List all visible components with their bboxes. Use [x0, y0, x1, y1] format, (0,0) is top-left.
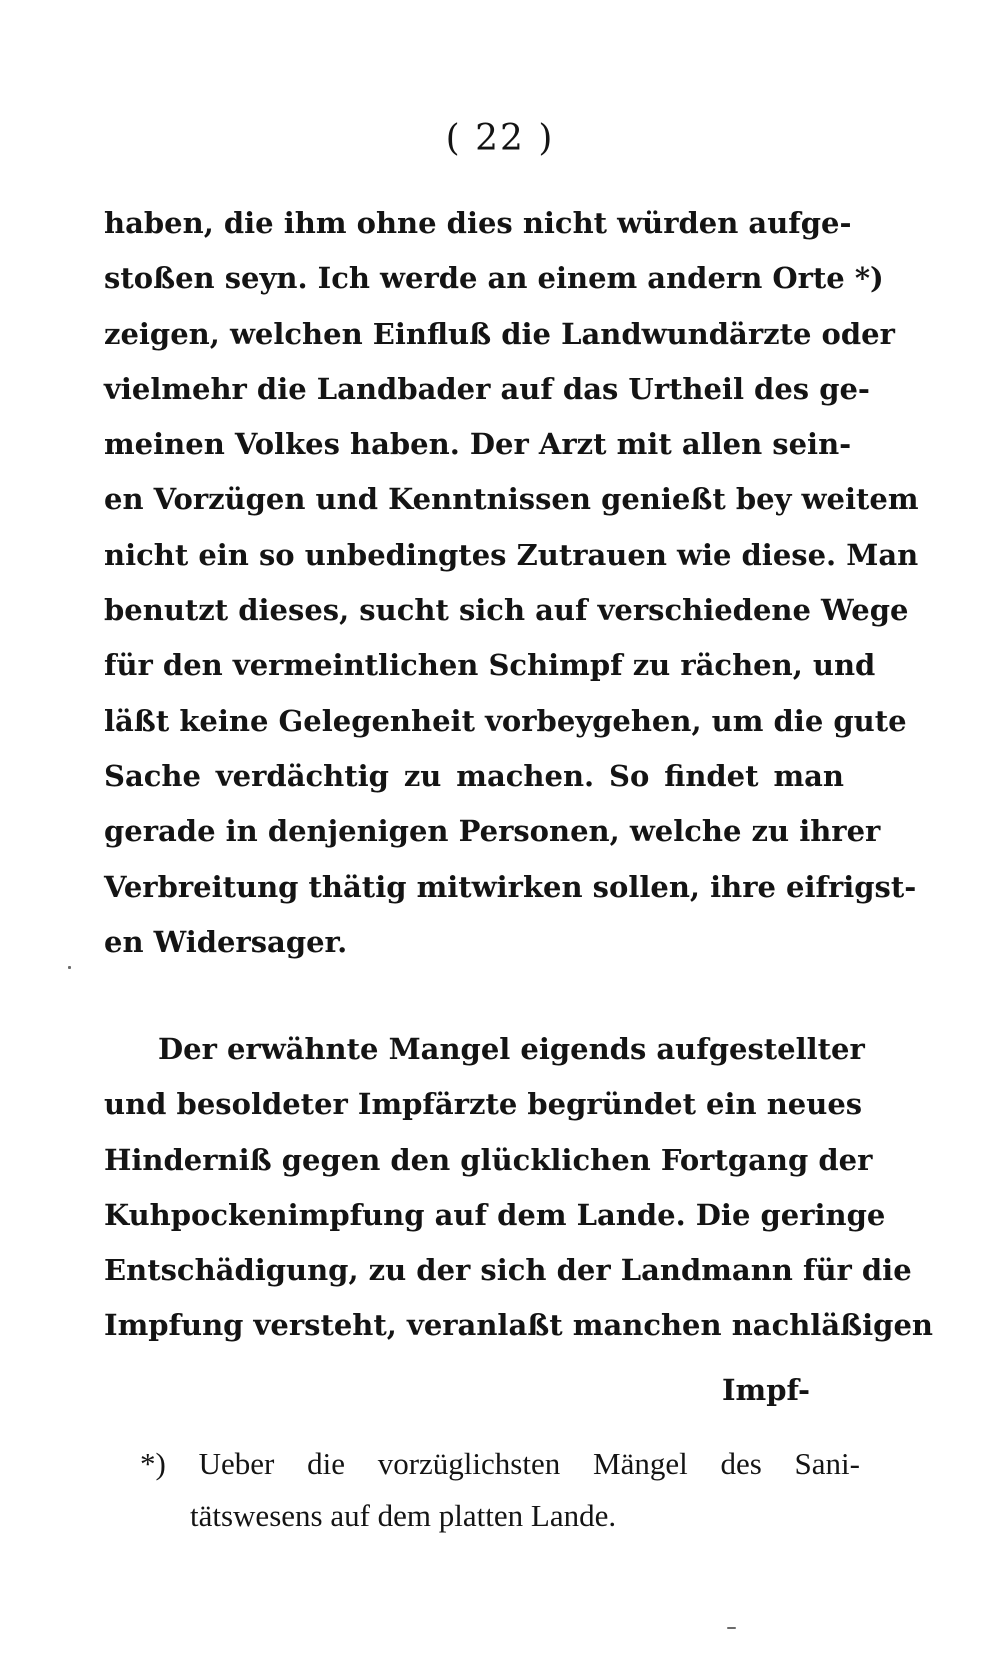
text-line: für den vermeintlichen Schimpf zu rächen, und — [104, 648, 876, 683]
footnote — [140, 1438, 860, 1542]
text-line: Verbreitung thätig mitwirken sollen, ihre eifrigst- — [104, 869, 917, 904]
text-line: läßt keine Gelegenheit vorbeygehen, um die gute — [104, 703, 907, 738]
text-line: meinen Volkes haben. Der Arzt mit allen sein- — [104, 427, 852, 462]
text-line: zeigen, welchen Einfluß die Landwundärzte oder — [104, 316, 895, 351]
text-line: stoßen seyn. Ich werde an einem andern Orte *) — [104, 261, 884, 296]
print-speck — [68, 966, 71, 969]
text-line: benutzt dieses, sucht sich auf verschiedene Wege — [104, 593, 909, 628]
page-number: ( 22 ) — [445, 118, 555, 159]
paragraph-2 — [104, 1022, 933, 1354]
text-line: Entschädigung, zu der sich der Landmann für die — [104, 1253, 912, 1288]
text-line: en Widersager. — [104, 924, 348, 959]
print-speck — [727, 1627, 736, 1629]
catchword: Impf- — [721, 1373, 810, 1407]
text-line: Der erwähnte Mangel eigends aufgestellter — [158, 1032, 865, 1066]
text-line: Sache verdächtig zu machen. So findet man — [104, 758, 844, 793]
text-line: en Vorzügen und Kenntnissen genießt bey weitem — [104, 482, 919, 517]
text-line: Kuhpockenimpfung auf dem Lande. Die geringe — [104, 1197, 886, 1232]
footnote-line: tätswesens auf dem platten Lande. — [190, 1498, 617, 1533]
text-line: Hinderniß gegen den glücklichen Fortgang der — [104, 1142, 873, 1177]
text-line: und besoldeter Impfärzte begründet ein neues — [104, 1087, 863, 1122]
text-line: haben, die ihm ohne dies nicht würden aufge- — [104, 206, 852, 240]
text-line: Impfung versteht, veranlaßt manchen nachläßigen — [104, 1308, 933, 1343]
text-line: gerade in denjenigen Personen, welche zu ihrer — [104, 814, 881, 849]
text-line: nicht ein so unbedingtes Zutrauen wie diese. Man — [104, 537, 919, 572]
paragraph-1 — [104, 196, 919, 970]
text-line: vielmehr die Landbader auf das Urtheil des ge- — [104, 371, 870, 406]
footnote-line: *) Ueber die vorzüglichsten Mängel des Sani- — [140, 1446, 860, 1481]
